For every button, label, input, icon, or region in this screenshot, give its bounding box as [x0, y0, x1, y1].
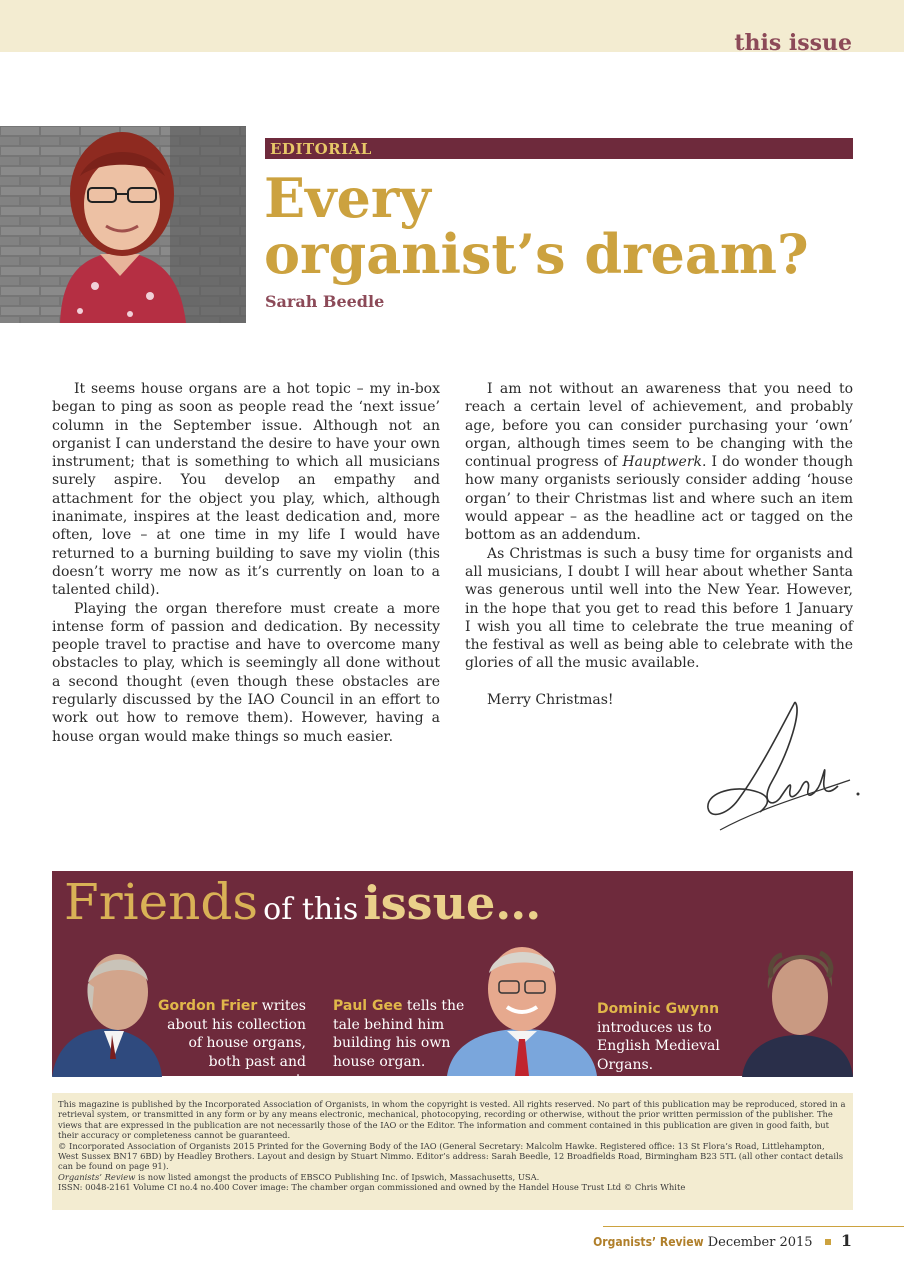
- paragraph: As Christmas is such a busy time for organists and all musicians, I doubt I will hear about whether Santa was generous until well into the New Year. However, in the hope that you get to read this before 1 January I wish you all time to celebrate the true meaning of the festival as well as being able to celebrate with the glories of all the music available.: [465, 545, 853, 672]
- friend-desc-1: writes about his collection of house organs, both past and present.: [167, 998, 306, 1088]
- friend-photo-1: [52, 947, 162, 1077]
- body-column-right: [465, 380, 853, 709]
- friend-name-1: Gordon Frier: [158, 998, 258, 1014]
- italic-term: Hauptwerk: [622, 454, 702, 471]
- friends-panel: [52, 871, 853, 1088]
- paragraph: [465, 380, 853, 545]
- editor-photo: [0, 126, 246, 323]
- headline-line-1: Every: [264, 166, 431, 230]
- footer-date: December 2015: [707, 1235, 813, 1250]
- paragraph-text: I am not without an awareness that you need to reach a certain level of achievement, and probably age, before you can consider purchasing your ‘own’ organ, although times seem to be changing with the continual progress of: [465, 381, 853, 471]
- editorial-bar: [265, 138, 853, 159]
- friend-name-3: Dominic Gwynn: [597, 1001, 720, 1017]
- friends-heading: [64, 873, 541, 931]
- signature: [700, 690, 870, 830]
- footer-bullet: [825, 1239, 831, 1245]
- imprint-line: © Incorporated Association of Organists 2015 Printed for the Governing Body of the IAO (General Secretary: Malcolm Hawke. Registered office: 13 St Flora’s Road, Littlehampton, West Sussex BN17 6BD) by Headley Brothers. Layout and design by Stuart Nimmo. Editor’s address: Sarah Beedle, 12 Broadfields Road, Birmingham B23 5TL (all other contact details can be found on page 91).: [58, 1140, 844, 1172]
- footer-magazine: Organists’ Review: [593, 1235, 704, 1249]
- page-number: 1: [840, 1231, 852, 1250]
- friend-photo-3: [742, 937, 853, 1077]
- imprint-italic: Organists’ Review: [58, 1171, 136, 1182]
- closing-line: Merry Christmas!: [487, 691, 614, 708]
- heading-of-this: of this: [263, 892, 359, 927]
- imprint-line: [58, 1172, 847, 1182]
- paragraph: Playing the organ therefore must create a more intense form of passion and dedication. By necessity people travel to practise and have to overcome many obstacles to play, which is seemingly all done without a second thought (even though these obstacles are regularly discussed by the IAO Council in an effort to work out how to remove them). However, having a house organ would make things so much easier.: [52, 600, 440, 745]
- imprint-text: is now listed amongst the products of EBSCO Publishing Inc. of Ipswich, Massachusetts, USA.: [135, 1171, 540, 1182]
- body-column-left: [52, 380, 440, 746]
- paragraph: It seems house organs are a hot topic – my in-box began to ping as soon as people read the ‘next issue’ column in the September issue. Although not an organist I can understand the desire to have your own instrument; that is something to which all musicians surely aspire. You develop an empathy and attachment for the object you play, which, although inanimate, inspires at the least dedication and, more often, love – at one time in my life I would have returned to a burning building to save my violin (this doesn’t worry me now as it’s currently on loan to a talented child).: [52, 381, 440, 599]
- footer-rule: [603, 1226, 904, 1227]
- friend-name-2: Paul Gee: [333, 998, 403, 1014]
- imprint-line: ISSN: 0048-2161 Volume CI no.4 no.400 Cover image: The chamber organ commissioned and owned by the Handel House Trust Ltd © Chris White: [58, 1182, 686, 1193]
- page-footer: [593, 1231, 852, 1250]
- editorial-label: EDITORIAL: [270, 140, 372, 158]
- headline-line-2: organist’s dream?: [264, 222, 809, 286]
- imprint-line: This magazine is published by the Incorporated Association of Organists, in whom the copyright is vested. All rights reserved. No part of this publication may be reproduced, stored in a retrieval system, or transmitted in any form or by any means electronic, mechanical, photocopying, recording or otherwise, without the prior written permission of the publisher. The views that are expressed in the publication are not necessarily those of the IAO or the Editor. The information and comment contained in this publication are given in good faith, but their accuracy or completeness cannot be guaranteed.: [58, 1099, 846, 1141]
- heading-issue: issue…: [363, 876, 542, 930]
- heading-friends: Friends: [64, 873, 259, 931]
- paragraph-text: . I do wonder though how many organists seriously consider adding ‘house organ’ to their Christmas list and where such an item would appear – as the headline act or tagged on the bottom as an addendum.: [465, 454, 853, 544]
- friend-desc-2: tells the tale behind him building his own house organ.: [333, 998, 465, 1070]
- headline: [264, 166, 809, 286]
- imprint-box: [52, 1093, 853, 1210]
- friend-desc-3: introduces us to English Medieval Organs.: [597, 1019, 720, 1073]
- friend-blurb-1: [154, 997, 306, 1090]
- section-label: this issue: [734, 30, 852, 56]
- byline: Sarah Beedle: [265, 292, 385, 311]
- friend-photo-2: [447, 941, 597, 1076]
